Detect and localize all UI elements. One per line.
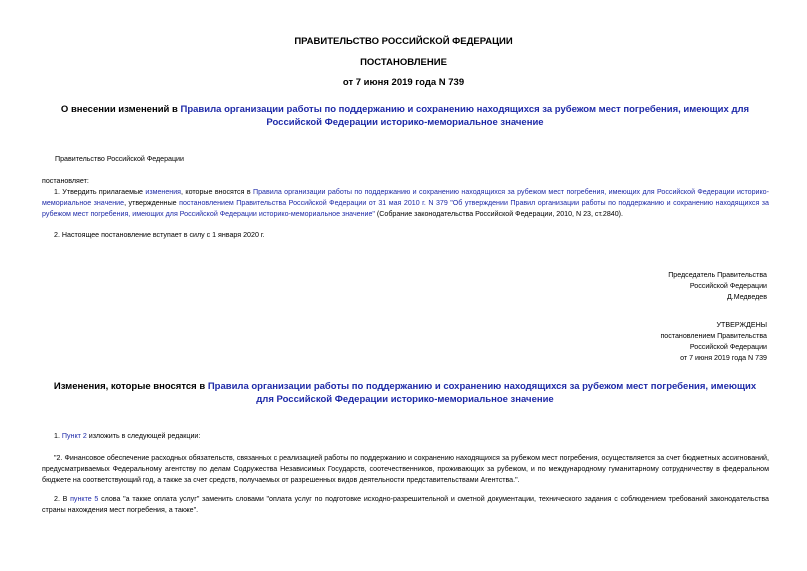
document-date: от 7 июня 2019 года N 739 [342,77,465,88]
change-1-number: 1. [54,432,62,440]
signature-country: Российской Федерации [689,282,767,290]
change-1 [54,431,200,442]
paragraph-1 [42,187,769,220]
document-type-heading: ПОСТАНОВЛЕНИЕ [360,57,447,68]
point-2-link[interactable]: Пункт 2 [61,432,87,440]
rules-link[interactable]: Правила организации работы по поддержанию и сохранению находящихся за рубежом мест погребения, имеющих для Российской Федерации историко-мемориальное значение [180,104,750,128]
decree-word: постановляет: [42,177,89,185]
resolution-379-link[interactable]: постановлением Правительства Российской Федерации от 31 мая 2010 г. N 379 "Об утверждении Правил организации работы по поддержанию и сохранению находящихся за рубежом мест погребения, имеющих для Российской Федерации историко-мемориальное значение" [42,199,769,218]
change-2-text: слова "а также оплата услуг" заменить словами "оплата услуг по подготовке исходно-разрешительной и сметной документации, технического задания с соблюдением требований законодательства страны нахождения мест погребения, а также". [42,495,769,514]
change-2-number: 2. В [54,495,71,503]
approved-date: от 7 июня 2019 года N 739 [680,354,767,362]
point-5-link[interactable]: пункте 5 [70,495,99,503]
approved-word: УТВЕРЖДЕНЫ [716,321,767,329]
signature-block [668,270,767,303]
changes-title [45,380,765,406]
change-2 [42,494,769,516]
signature-name: Д.Медведев [726,293,767,301]
rules-link-inline[interactable]: Правила организации работы по поддержанию и сохранению находящихся за рубежом мест погребения, имеющих для Российской Федерации историко-мемориальное значение [42,188,769,207]
p1-text-c: , утвержденные [124,199,180,207]
government-heading: ПРАВИТЕЛЬСТВО РОССИЙСКОЙ ФЕДЕРАЦИИ [294,36,513,47]
title-prefix: О внесении изменений в [60,104,181,115]
p1-text-a: 1. Утвердить прилагаемые [54,188,146,196]
approved-by: постановлением Правительства [660,332,767,340]
changes-link[interactable]: изменения [145,188,182,196]
intro-text: Правительство Российской Федерации [55,155,184,163]
paragraph-2: 2. Настоящее постановление вступает в силу с 1 января 2020 г. [54,231,265,239]
changes-rules-link[interactable]: Правила организации работы по поддержанию и сохранению находящихся за рубежом мест погребения, имеющих для Российской Федерации историко-мемориальное значение [207,381,757,405]
approved-country: Российской Федерации [689,343,767,351]
changes-title-prefix: Изменения, которые вносятся в [53,381,208,392]
approved-block [660,320,767,364]
quoted-point-2: "2. Финансовое обеспечение расходных обязательств, связанных с реализацией работы по поддержанию и сохранению находящихся за рубежом мест погребения, осуществляется за счет бюджетных ассигнований, предусматриваемых Федеральному агентству по делам Содружества Независимых Государств, соотечественников, проживающих за рубежом, и по международному гуманитарному сотрудничеству в федеральном бюджете на соответствующий год, а также за счет средств, получаемых от разрешенных видов деятельности представительствами Агентства.". [42,454,769,484]
p1-text-d: (Собрание законодательства Российской Федерации, 2010, N 23, ст.2840). [374,210,624,218]
change-1-text: изложить в следующей редакции: [86,432,201,440]
document-title [45,103,765,129]
signature-position: Председатель Правительства [668,271,767,279]
p1-text-b: , которые вносятся в [181,188,253,196]
